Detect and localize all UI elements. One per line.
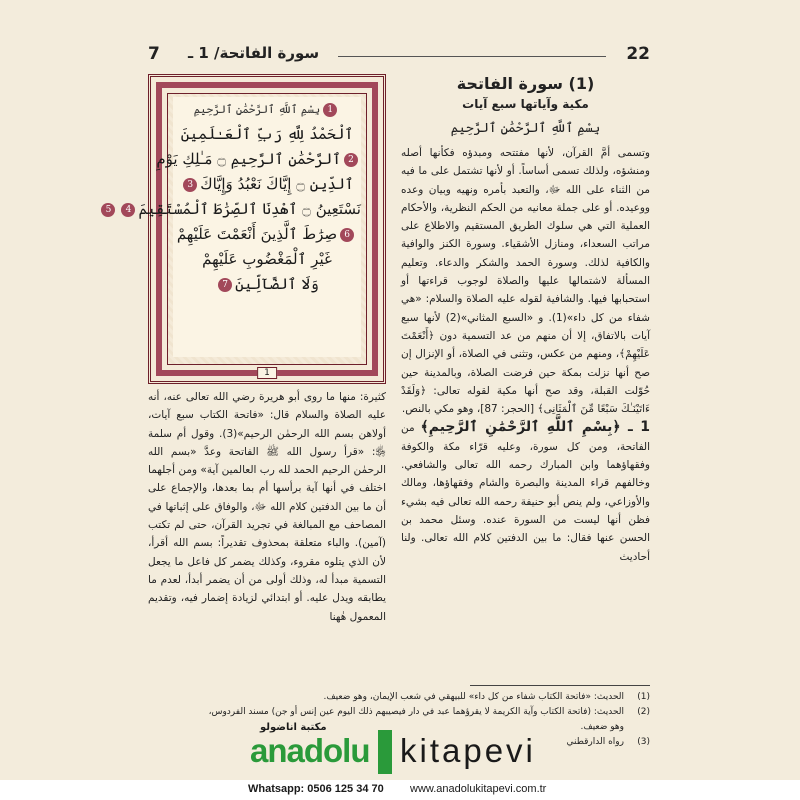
quran-line: ٱلدِّينِ ۝ إِيَّاكَ نَعْبُدُ وَإِيَّاكَ3 bbox=[173, 172, 361, 197]
ayah-marker: 3 bbox=[183, 178, 197, 192]
logo-divider bbox=[378, 730, 392, 774]
whatsapp-number: Whatsapp: 0506 125 34 70 bbox=[248, 783, 384, 795]
header-rule bbox=[338, 56, 606, 57]
footnote: (3)رواه الدارقطني bbox=[566, 737, 650, 747]
quran-line: 6صِرَٰطَ ٱلَّذِينَ أَنْعَمْتَ عَلَيْهِمْ bbox=[173, 222, 361, 247]
footnote: (2)الحديث: (فاتحة الكتاب وآية الكريمة لا يقرؤهما عبد في دار فيصيبهم ذلك اليوم عين إنس أو جن) مسند الفردوس، bbox=[208, 707, 650, 717]
commentary-paragraph: من الفاتحة، ومن كل سورة، وعليه قرّاء مكة والكوفة وفقهاؤهما وابن المبارك رحمه الله تعالى والشافعي. وخالفهم قراء المدينة والبصرة والشام وفقهاؤها، ومالك والأوزاعي، ولم ينص أبو حنيفة رحمه الله تعالى فيه بشيء فظن أنها ليست من السورة عنده. وسئل محمد بن الحسن عنها فقال: ما بين الدفتين كلام الله تعالى. ولنا أحاديث bbox=[401, 422, 650, 563]
surah-reference: سورة الفاتحة/ 1 ـ bbox=[188, 44, 320, 62]
ayah-marker: 5 bbox=[101, 203, 115, 217]
quran-line: ٱلْحَمْدُ لِلَّهِ رَبِّ ٱلْعَـٰلَمِينَ bbox=[180, 125, 354, 143]
footnote: (1)الحديث: «فاتحة الكتاب شفاء من كل داء» للبيهقي في شعب الإيمان، وهو ضعيف. bbox=[323, 692, 650, 702]
ayah-marker: 2 bbox=[344, 153, 358, 167]
store-arabic-name: مكتبة اناضولو bbox=[260, 722, 327, 733]
ayah-marker: 4 bbox=[121, 203, 135, 217]
website-link[interactable]: www.anadolukitapevi.com.tr bbox=[410, 783, 547, 795]
quran-line: وَلَا ٱلضَّآلِّينَ7 bbox=[173, 272, 361, 297]
footnote-rule bbox=[470, 685, 650, 686]
fatiha-text-panel bbox=[105, 97, 361, 357]
commentary-paragraph: كثيرة: منها ما روى أبو هريرة رضي الله تعالى عنه، أنه عليه الصلاة والسلام قال: «فاتحة الكتاب سبع آيات، أولاهن بسم الله الرحمٰن الرحيم»(3). وقول أم سلمة ﵂: «قرأ رسول الله ﷺ الفاتحة وعدَّ «بسم الله الرحمٰن الرحيم الحمد لله رب العالمين آية» ومن أجلهما اختلف في أنها آية برأسها أم بما بعدها، والإجماع على أن ما بين الدفتين كلام الله ﷻ، والوفاق على إثباتها في المصاحف مع المبالغة في تجريد القرآن، حتى لم تكتب (آمين). والباء متعلقة بمحذوف تقديراً: بسم الله أقرأ، لأن الذي يتلوه مقروء، وكذلك يضمر كل فاعل ما يجعل التسمية مبدأ له، وذلك أولى من أن يضمر أبدأ، لعدم ما يطابقه ويدل عليه. أو ابتدائي لزيادة إضمار فيه، وتقديم المعمول هٰهنا bbox=[148, 391, 386, 623]
quran-line: 2ٱلرَّحْمَٰنِ ٱلرَّحِيمِ ۝ مَـٰلِكِ يَوْمِ bbox=[173, 147, 361, 172]
running-header bbox=[148, 44, 650, 68]
quran-line: نَسْتَعِينُ ۝ ٱهْدِنَا ٱلصِّرَٰطَ ٱلْمُسْتَقِيمَ45 bbox=[173, 197, 361, 222]
commentary-section bbox=[401, 418, 650, 565]
right-column bbox=[401, 74, 650, 566]
page-number-right: 22 bbox=[626, 44, 650, 64]
page-number-left: 7 bbox=[148, 44, 160, 64]
commentary-paragraph: وتسمى أمَّ القرآن، لأنها مفتتحه ومبدؤه فكأنها أصله ومنشؤه، ولذلك تسمى أساساً. أو لأنها تشتمل على ما فيه من الثناء على الله ﷻ، والتعبد بأمره ونهيه وبيان وعده ووعيده. أو على جملة معانيه من الحكم النظرية، والأحكام العملية التي هي سلوك الطريق المستقيم والاطلاع على مراتب السعداء، ومنازل الأشقياء. وسورة الكنز والوافية والكافية لذلك. وسورة الحمد والشكر والدعاء. وتعليم المسألة لاشتمالها عليها والصلاة لوجوب قراءتها أو استحبابها فيها. والشافية لقوله عليه الصلاة والسلام: «هي شفاء من كل داء»(1). و «السبع المثاني»(2) لأنها سبع آيات بالاتفاق، إلا أن منهم من عد التسمية دون ﴿أَنْعَمْتَ عَلَيْهِمْ﴾، ومنهم من عكس، وتثنى في الصلاة، أو الإنزال إن صح أنها نزلت بمكة حين فرضت الصلاة، وبالمدينة حين حُوّلت القبلة، وقد صح أنها مكية لقوله تعالى: ﴿وَلَقَدْ ءَاتَيْنَـٰكَ سَبْعًا مِّنَ ٱلْمَثَانِى﴾ [الحجر: 87]، وهو مكي بالنص. bbox=[401, 147, 650, 416]
contact-bar bbox=[0, 780, 800, 800]
left-column bbox=[148, 388, 386, 626]
surah-subtitle: مكية وآياتها سبع آيات bbox=[462, 97, 589, 111]
surah-title: (1) سورة الفاتحة bbox=[456, 74, 595, 93]
store-watermark bbox=[250, 722, 550, 782]
logo-anadolu: anadolu bbox=[250, 732, 370, 769]
frame-page-number: 1 bbox=[257, 367, 277, 379]
basmala: بِسْمِ ٱللَّهِ ٱلرَّحْمَٰنِ ٱلرَّحِيمِ bbox=[450, 121, 601, 136]
ayah-marker: 1 bbox=[323, 103, 337, 117]
fatiha-ornate-frame bbox=[105, 74, 386, 384]
quran-line: 1بِسْمِ ٱللَّهِ ٱلرَّحْمَٰنِ ٱلرَّحِيمِ bbox=[173, 97, 361, 122]
verse-heading: 1 ـ ﴿بِسْمِ ٱللَّهِ ٱلرَّحْمَٰنِ ٱلرَّحِيمِ﴾ bbox=[420, 419, 650, 436]
footnote: وهو ضعيف. bbox=[580, 722, 624, 732]
logo-kitapevi: kitapevi bbox=[400, 732, 536, 769]
ayah-marker: 7 bbox=[218, 278, 232, 292]
ayah-marker: 6 bbox=[340, 228, 354, 242]
quran-line: غَيْرِ ٱلْمَغْضُوبِ عَلَيْهِمْ bbox=[202, 250, 332, 268]
